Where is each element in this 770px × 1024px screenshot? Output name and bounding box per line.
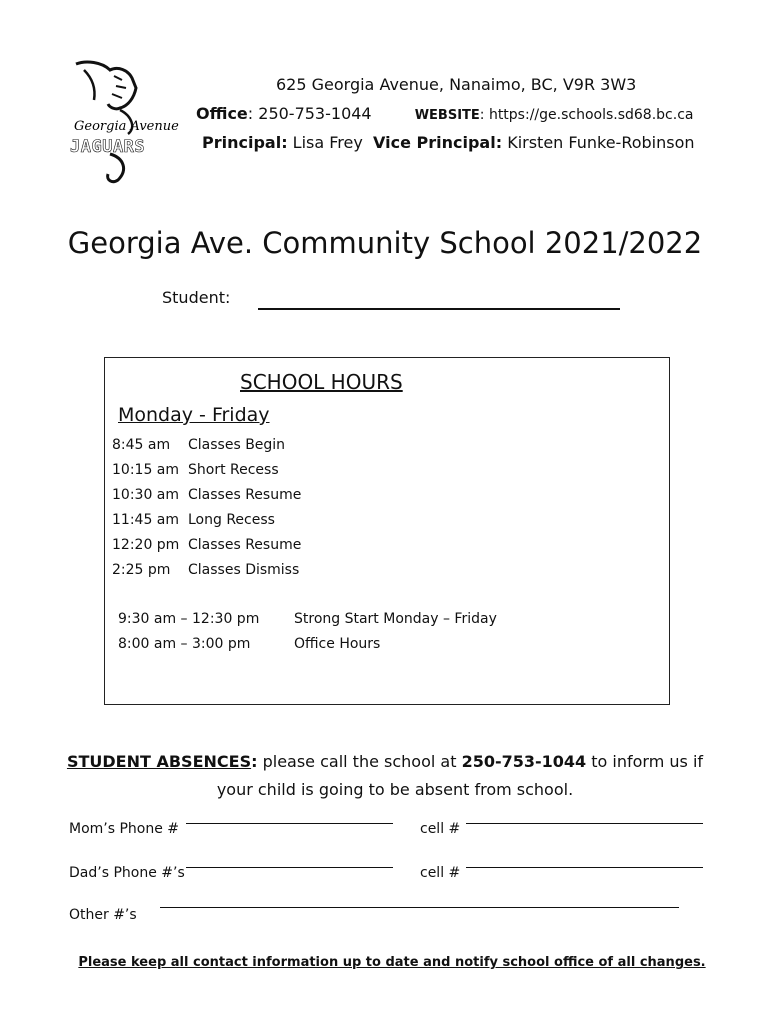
office-phone: : 250-753-1044 — [247, 104, 372, 123]
logo-text-top: Georgia Avenue — [74, 119, 179, 134]
schedule-event: Classes Resume — [188, 487, 302, 503]
page-title: Georgia Ave. Community School 2021/2022 — [67, 226, 703, 260]
logo-text-bottom: JAGUARS — [70, 137, 146, 157]
schedule-row — [112, 512, 275, 528]
principal-line — [202, 133, 695, 152]
schedule-row — [112, 562, 299, 578]
absences-text-after: to inform us if — [586, 752, 704, 771]
schedule-time: 2:25 pm — [112, 562, 171, 578]
student-label: Student: — [162, 288, 231, 307]
absences-line-1 — [0, 752, 770, 771]
schedule-event: Long Recess — [188, 512, 275, 528]
office-line — [196, 104, 693, 123]
other-phone-field[interactable] — [160, 907, 679, 908]
schedule-event: Classes Begin — [188, 437, 286, 453]
website-label: WEBSITE — [414, 108, 480, 123]
absences-text-before: please call the school at — [257, 752, 462, 771]
absences-heading: STUDENT ABSENCES — [66, 752, 252, 771]
schedule-time: 12:20 pm — [112, 537, 180, 553]
dad-phone-field[interactable] — [186, 867, 393, 868]
mom-phone-label: Mom’s Phone # — [69, 821, 180, 837]
schedule-time: 10:30 am — [112, 487, 180, 503]
schedule-time: 11:45 am — [112, 512, 180, 528]
other-hours-time: 9:30 am – 12:30 pm — [118, 611, 260, 627]
other-hours-event: Office Hours — [294, 636, 381, 652]
schedule-event: Classes Dismiss — [188, 562, 300, 578]
absences-phone: 250-753-1044 — [461, 752, 587, 771]
schedule-event: Classes Resume — [188, 537, 302, 553]
principal-name: Lisa Frey — [287, 133, 363, 152]
schedule-row — [112, 487, 301, 503]
dad-phone-label: Dad’s Phone #’s — [69, 865, 185, 881]
vice-principal-label: Vice Principal: — [373, 133, 503, 152]
school-address: 625 Georgia Avenue, Nanaimo, BC, V9R 3W3 — [276, 75, 637, 94]
schedule-event: Short Recess — [188, 462, 279, 478]
absences-line-2: your child is going to be absent from school. — [216, 780, 574, 799]
schedule-row — [112, 537, 301, 553]
other-hours-row — [118, 636, 380, 652]
footer-note: Please keep all contact information up to date and notify school office of all changes. — [78, 955, 706, 970]
schedule-time: 8:45 am — [112, 437, 171, 453]
absences-heading-colon: : — [251, 752, 258, 771]
other-phone-label: Other #’s — [69, 907, 137, 923]
school-hours-title: SCHOOL HOURS — [240, 370, 403, 394]
office-label: Office — [196, 104, 248, 123]
other-hours-time: 8:00 am – 3:00 pm — [118, 636, 251, 652]
schedule-row — [112, 437, 285, 453]
student-name-field[interactable] — [258, 308, 620, 310]
jaguar-logo-icon — [62, 58, 180, 186]
other-hours-event: Strong Start Monday – Friday — [294, 611, 497, 627]
principal-label: Principal: — [202, 133, 288, 152]
mom-phone-field[interactable] — [186, 823, 393, 824]
mom-cell-field[interactable] — [466, 823, 703, 824]
website-url[interactable]: : https://ge.schools.sd68.bc.ca — [479, 107, 694, 123]
schedule-row — [112, 462, 279, 478]
other-hours-row — [118, 611, 497, 627]
schedule-time: 10:15 am — [112, 462, 180, 478]
dad-cell-label: cell # — [420, 865, 461, 881]
dad-cell-field[interactable] — [466, 867, 703, 868]
mom-cell-label: cell # — [420, 821, 461, 837]
vice-principal-name: Kirsten Funke-Robinson — [502, 133, 695, 152]
weekday-label: Monday - Friday — [118, 404, 270, 426]
